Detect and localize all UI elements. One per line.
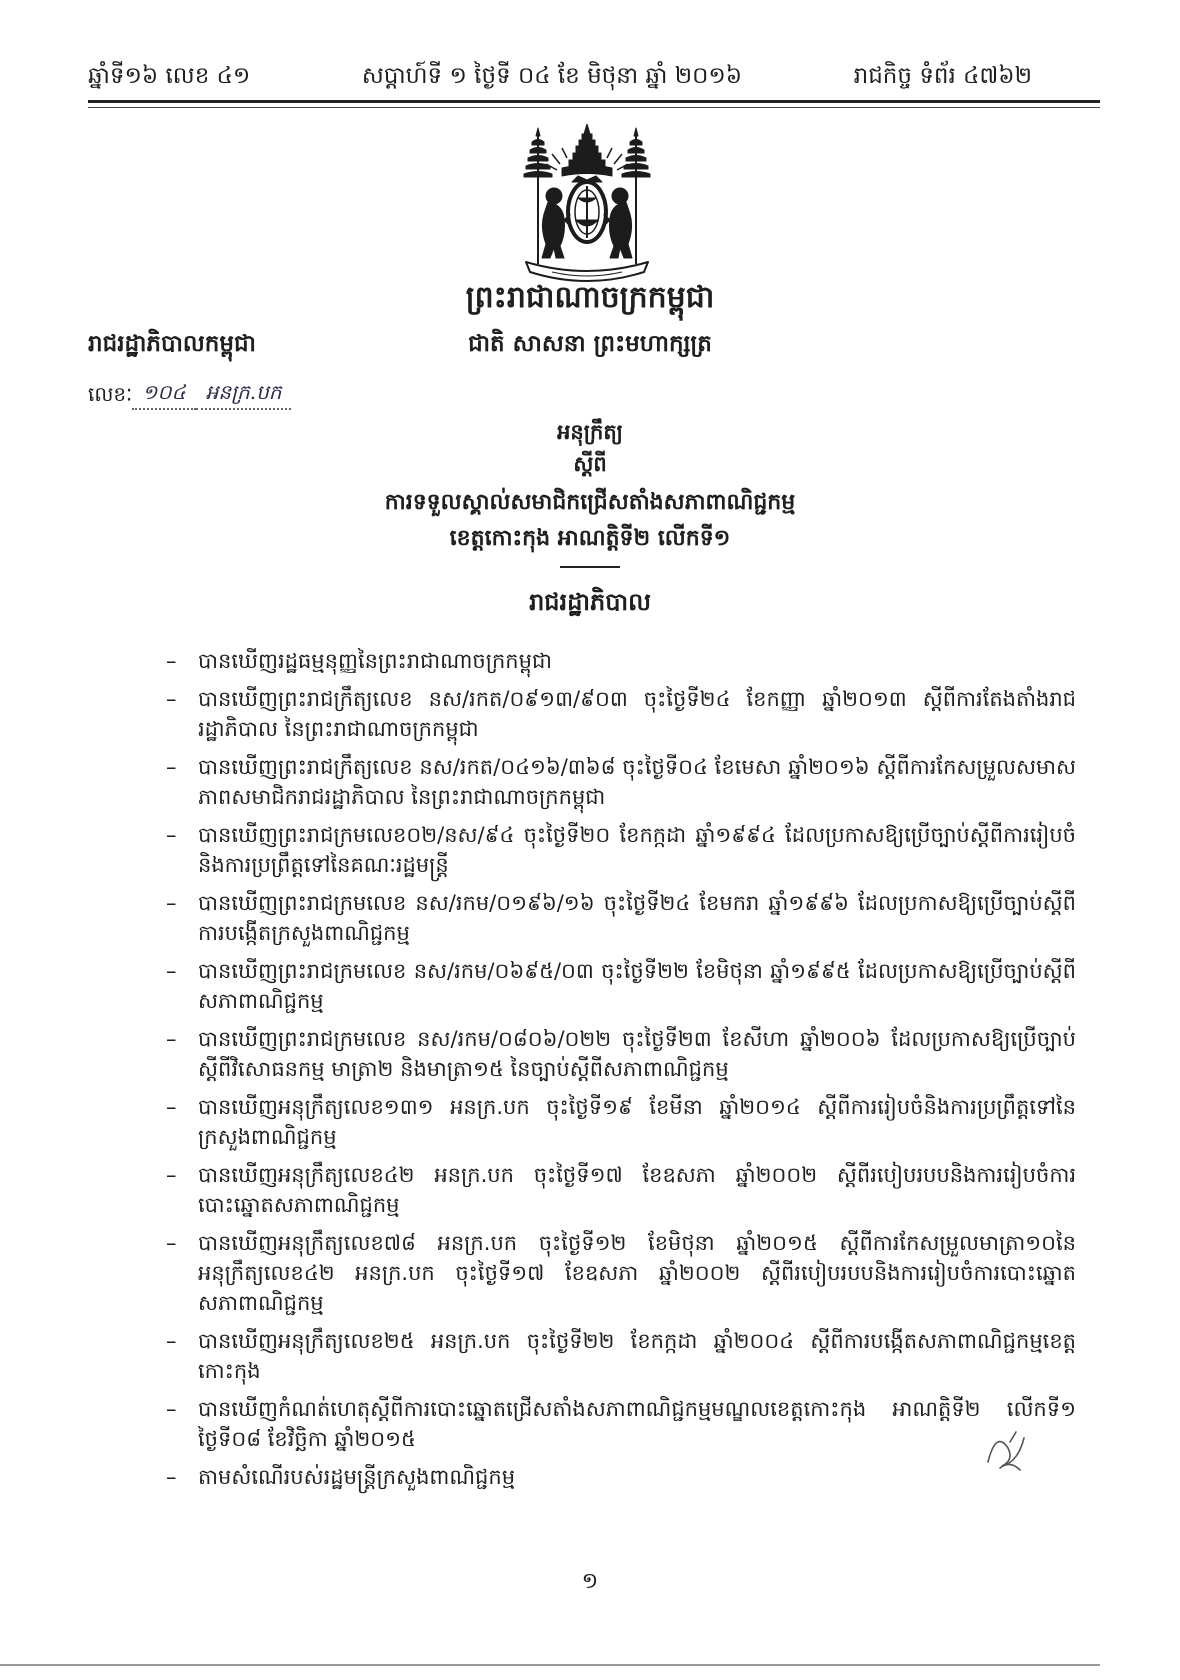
gazette-page-number: រាជកិច្ច ទំព័រ ៤៧៦២ [853, 63, 1032, 89]
list-item-text: បានឃើញព្រះរាជក្រមលេខ នស/រកម/០៨០៦/០២២ ចុះថ្ងៃទី២៣ ខែសីហា ឆ្នាំ២០០៦ ដែលប្រកាសឱ្យប្រើច្បាប់ស្តីពីវិសោធនកម្ម មាត្រា២ និងមាត្រា១៥ នៃច្បាប់ស្តីពីសភាពាណិជ្ជកម្ម [198, 1027, 1076, 1081]
list-item-text: បានឃើញព្រះរាជក្រឹត្យលេខ នស/រកត/០៤១៦/៣៦៨ ចុះថ្ងៃទី០៤ ខែមេសា ឆ្នាំ២០១៦ ស្តីពីការកែសម្រួលសមាសភាពសមាជិករាជរដ្ឋាភិបាល នៃព្រះរាជាណាចក្រកម្ពុជា [198, 755, 1076, 809]
considerations-list [166, 646, 1076, 1500]
decree-type: អនុក្រឹត្យ [557, 420, 623, 444]
list-item [166, 1024, 1076, 1084]
list-item-text: បានឃើញអនុក្រឹត្យលេខ៤២ អនក្រ.បក ចុះថ្ងៃទី១៧ ខែឧសភា ឆ្នាំ២០០២ ស្តីពីរបៀបរបបនិងការរៀបចំការបោះឆ្នោតសភាពាណិជ្ជកម្ម [198, 1163, 1076, 1217]
list-item-text: បានឃើញព្រះរាជក្រឹត្យលេខ នស/រកត/០៩១៣/៩០៣ ចុះថ្ងៃទី២៤ ខែកញ្ញា ឆ្នាំ២០១៣ ស្តីពីការតែងតាំងរាជរដ្ឋាភិបាល នៃព្រះរាជាណាចក្រកម្ពុជា [198, 687, 1076, 741]
bullet-dash: – [166, 1231, 177, 1255]
gazette-week-date: សប្តាហ៍ទី ១ ថ្ងៃទី ០៤ ខែ មិថុនា ឆ្នាំ ២០១៦ [361, 63, 743, 89]
bullet-dash: – [166, 823, 177, 847]
decree-title-line-1: ការទទួលស្គាល់សមាជិកជ្រើសតាំងសភាពាណិជ្ជកម្ម [384, 490, 796, 515]
bullet-dash: – [166, 687, 177, 711]
bullet-dash: – [166, 1465, 177, 1489]
bullet-dash: – [166, 891, 177, 915]
handwritten-initial-mark-icon [980, 1418, 1040, 1478]
bullet-dash: – [166, 755, 177, 779]
list-item [166, 1228, 1076, 1318]
header-double-rule [88, 100, 1100, 108]
list-item [166, 1160, 1076, 1220]
bullet-dash: – [166, 649, 177, 673]
list-item [166, 1462, 1076, 1492]
list-item-text: បានឃើញអនុក្រឹត្យលេខ៧៨ អនក្រ.បក ចុះថ្ងៃទី១២ ខែមិថុនា ឆ្នាំ២០១៥ ស្តីពីការកែសម្រួលមាត្រា១០នៃអនុក្រឹត្យលេខ៤២ អនក្រ.បក ចុះថ្ងៃទី១៧ ខែឧសភា ឆ្នាំ២០០២ ស្តីពីរបៀបរបបនិងការរៀបចំការបោះឆ្នោតសភាពាណិជ្ជកម្ម [198, 1231, 1077, 1315]
decree-about-label: ស្តីពី [573, 452, 607, 476]
list-item [166, 956, 1076, 1016]
kingdom-title: ព្រះរាជាណាចក្រកម្ពុជា [465, 280, 715, 315]
list-item-text: បានឃើញព្រះរាជក្រមលេខ នស/រកម/០៦៩៥/០៣ ចុះថ្ងៃទី២២ ខែមិថុនា ឆ្នាំ១៩៩៥ ដែលប្រកាសឱ្យប្រើច្បាប់ស្តីពីសភាពាណិជ្ជកម្ម [198, 959, 1076, 1013]
bullet-dash: – [166, 1163, 177, 1187]
national-motto: ជាតិ សាសនា ព្រះមហាក្សត្រ [468, 331, 712, 357]
government-heading: រាជរដ្ឋាភិបាល [529, 588, 651, 616]
reference-label: លេខៈ [88, 382, 133, 406]
list-item [166, 752, 1076, 812]
list-item-text: បានឃើញព្រះរាជក្រមលេខ នស/រកម/០១៩៦/១៦ ចុះថ្ងៃទី២៤ ខែមករា ឆ្នាំ១៩៩៦ ដែលប្រកាសឱ្យប្រើច្បាប់ស្តីពីការបង្កើតក្រសួងពាណិជ្ជកម្ម [198, 891, 1076, 945]
list-item-text: បានឃើញអនុក្រឹត្យលេខ២៥ អនក្រ.បក ចុះថ្ងៃទី២២ ខែកក្កដា ឆ្នាំ២០០៤ ស្តីពីការបង្កើតសភាពាណិជ្ជកម្មខេត្តកោះកុង [198, 1329, 1076, 1383]
issuing-authority: រាជរដ្ឋាភិបាលកម្ពុជា [88, 331, 256, 357]
list-item-text: តាមសំណើរបស់រដ្ឋមន្ត្រីក្រសួងពាណិជ្ជកម្ម [198, 1465, 516, 1489]
bullet-dash: – [166, 1027, 177, 1051]
reference-number-value: ១០៤ [132, 376, 195, 410]
list-item [166, 646, 1076, 676]
royal-coat-of-arms-icon [512, 124, 662, 284]
reference-number [88, 376, 291, 410]
list-item [166, 820, 1076, 880]
reference-suffix: អនក្រ.បក [196, 376, 292, 410]
bullet-dash: – [166, 1397, 177, 1421]
decree-title-line-2: ខេត្តកោះកុង អាណត្តិទី២ លើកទី១ [449, 526, 731, 551]
list-item [166, 1092, 1076, 1152]
list-item-text: បានឃើញអនុក្រឹត្យលេខ១៣១ អនក្រ.បក ចុះថ្ងៃទី១៩ ខែមីនា ឆ្នាំ២០១៤ ស្តីពីការរៀបចំនិងការប្រព្រឹត្តទៅនៃក្រសួងពាណិជ្ជកម្ម [198, 1095, 1076, 1149]
bullet-dash: – [166, 1095, 177, 1119]
gazette-year-issue: ឆ្នាំទី១៦ លេខ ៤១ [88, 63, 251, 89]
list-item [166, 1394, 1076, 1454]
bullet-dash: – [166, 959, 177, 983]
list-item-text: បានឃើញរដ្ឋធម្មនុញ្ញនៃព្រះរាជាណាចក្រកម្ពុជា [198, 649, 552, 673]
list-item [166, 1326, 1076, 1386]
gazette-header [88, 58, 1032, 94]
list-item-text: បានឃើញព្រះរាជក្រមលេខ០២/នស/៩៤ ចុះថ្ងៃទី២០ ខែកក្កដា ឆ្នាំ១៩៩៤ ដែលប្រកាសឱ្យប្រើច្បាប់ស្តីពីការរៀបចំ និងការប្រព្រឹត្តទៅនៃគណៈរដ្ឋមន្ត្រី [198, 823, 1076, 877]
page-number: ១ [581, 1569, 599, 1594]
scan-edge-line [0, 1664, 1100, 1666]
list-item-text: បានឃើញកំណត់ហេតុស្តីពីការបោះឆ្នោតជ្រើសតាំងសភាពាណិជ្ជកម្មមណ្ឌលខេត្តកោះកុង អាណត្តិទី២ លើកទី១ ថ្ងៃទី០៨ ខែវិច្ឆិកា ឆ្នាំ២០១៥ [198, 1397, 1076, 1451]
list-item [166, 684, 1076, 744]
bullet-dash: – [166, 1329, 177, 1353]
title-divider [560, 566, 620, 568]
list-item [166, 888, 1076, 948]
